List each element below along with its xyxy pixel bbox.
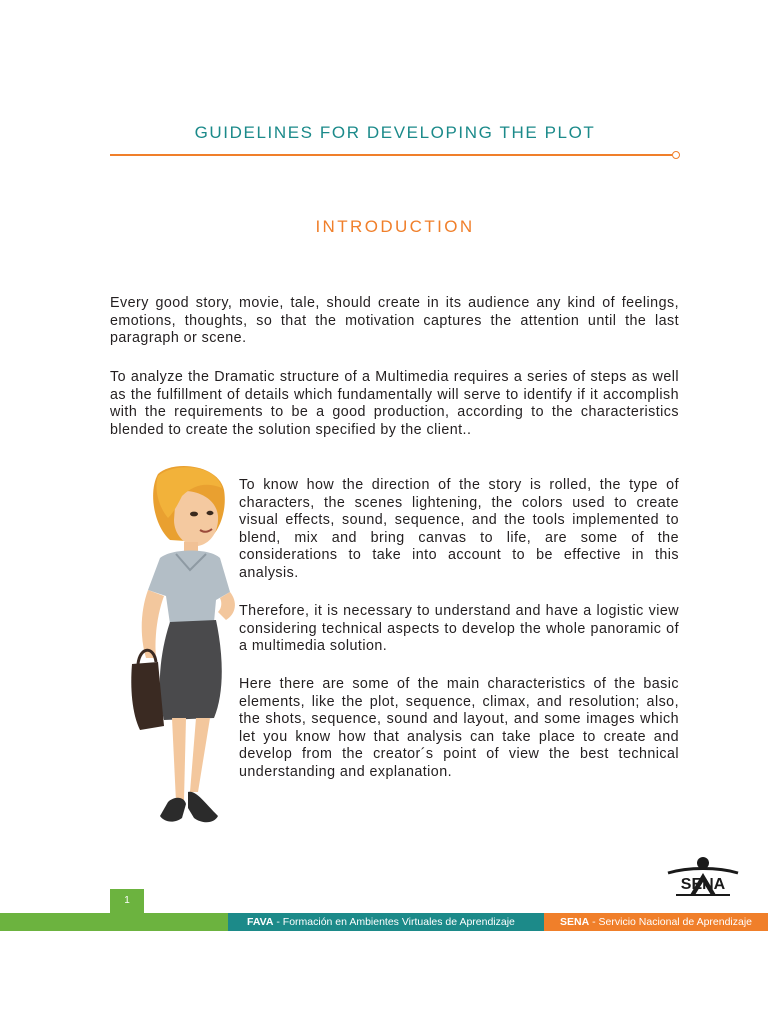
body-paragraph-2: To analyze the Dramatic structure of a Multimedia requires a series of steps as well as the fulfillment of details which fundamentally will serve to identify if it accomplish with the requirements to be a good production, according to the characteristics blended to create the solution specified by the client..: [110, 369, 679, 438]
title-underline-end-dot: [672, 151, 680, 159]
footer-fava-segment: [228, 913, 544, 931]
footer-bar: [0, 913, 768, 931]
document-title: GUIDELINES FOR DEVELOPING THE PLOT: [194, 123, 596, 142]
fava-label: FAVA: [247, 916, 274, 928]
sena-logo-text: SENA: [680, 876, 726, 893]
footer-green-segment: [0, 913, 228, 931]
body-paragraph-3: To know how the direction of the story is rolled, the type of characters, the scenes lightening, the colors used to create visual effects, sound, sequence, and the tools implemented to blend, mix and bring canvas to life, are some of the considerations to take into account to be effective in this analysis.: [239, 477, 679, 581]
page-number: 1: [110, 889, 144, 913]
section-heading: INTRODUCTION: [315, 217, 475, 236]
footer-sena-segment: [544, 913, 768, 931]
title-underline: [110, 154, 672, 156]
sena-logo: [664, 855, 742, 911]
body-paragraph-1: Every good story, movie, tale, should create in its audience any kind of feelings, emotions, thoughts, so that the motivation captures the attention until the last paragraph or scene.: [110, 295, 679, 346]
sena-label: SENA: [560, 916, 590, 928]
businesswoman-illustration: [118, 462, 246, 842]
body-paragraph-4: Therefore, it is necessary to understand and have a logistic view considering technical aspects to develop the whole panoramic of a multimedia solution.: [239, 603, 679, 654]
sena-description: - Servicio Nacional de Aprendizaje: [589, 916, 753, 928]
body-paragraph-5: Here there are some of the main characteristics of the basic elements, like the plot, sequence, climax, and resolution; also, the shots, sequence, sound and layout, and some images which let you know how that analysis can take place to create and develop from the creator´s point of view the best technical understanding and explanation.: [239, 676, 679, 780]
fava-description: - Formación en Ambientes Virtuales de Aprendizaje: [273, 916, 515, 928]
